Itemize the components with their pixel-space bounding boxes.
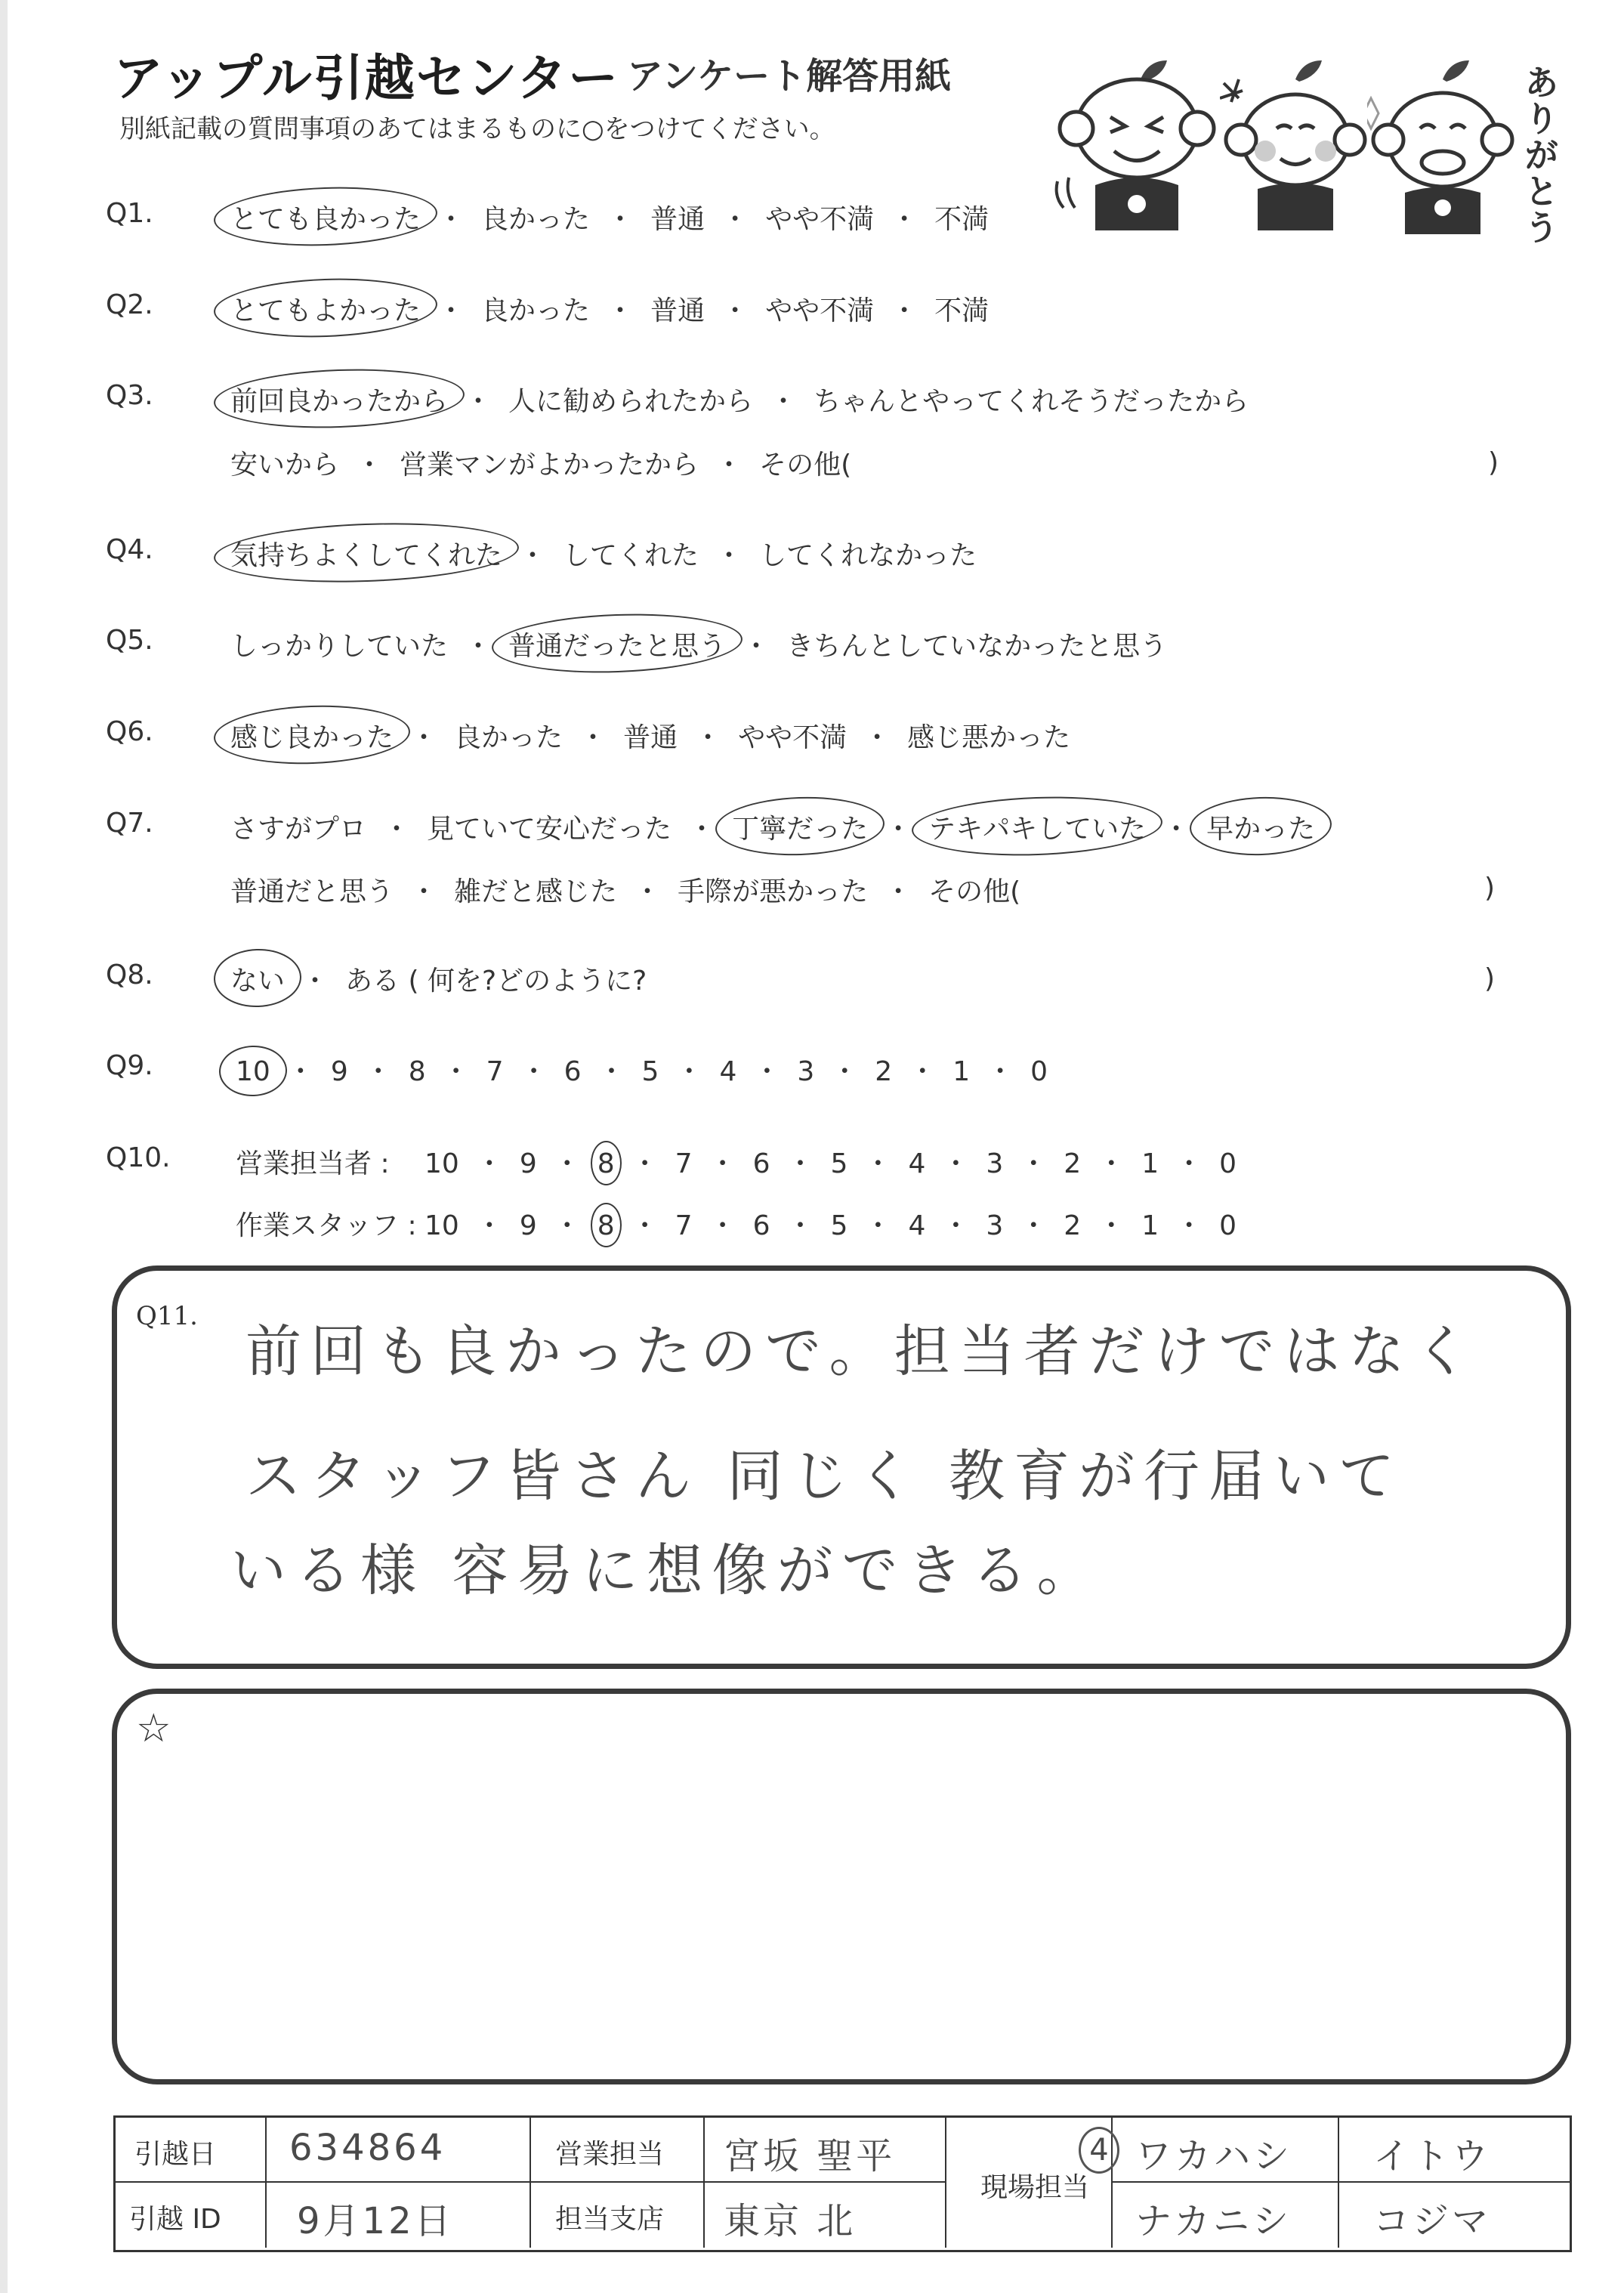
separator: ・ — [786, 1210, 814, 1241]
separator: ・ — [597, 1056, 625, 1087]
separator: ・ — [520, 1056, 548, 1087]
site-label-cell — [946, 2118, 1113, 2248]
move-id-value-cell — [267, 2183, 531, 2248]
separator: ・ — [942, 1148, 970, 1179]
q7-option[interactable]: 丁寧だった — [732, 808, 868, 846]
q1-number: Q1. — [106, 198, 153, 229]
q10-option[interactable]: 8 — [597, 1210, 615, 1241]
instructions: 別紙記載の質問事項のあてはまるものに○をつけてください。 — [119, 114, 835, 144]
separator: ・ — [1175, 1148, 1203, 1179]
separator: ・ — [286, 1056, 314, 1087]
separator: ・ — [1162, 814, 1190, 845]
separator: ・ — [715, 540, 743, 571]
q4-option[interactable]: してくれなかった — [759, 540, 977, 571]
q2-number: Q2. — [106, 289, 153, 320]
q9-option[interactable]: 3 — [797, 1056, 815, 1087]
q7-option[interactable]: 早かった — [1206, 808, 1315, 846]
staff-cell — [1339, 2183, 1570, 2248]
q9-option[interactable]: 2 — [875, 1056, 893, 1087]
separator: ・ — [721, 295, 749, 326]
staff-name: ワカハシ — [1135, 2135, 1293, 2177]
move-date-value: 634864 — [289, 2127, 446, 2169]
q9-option[interactable]: 0 — [1030, 1056, 1048, 1087]
separator: ・ — [770, 386, 798, 417]
move-date-value-cell — [267, 2118, 531, 2183]
q6-option[interactable]: 感じ良かった — [230, 716, 394, 755]
separator: ・ — [891, 204, 919, 235]
q8-number: Q8. — [106, 960, 153, 990]
separator: ・ — [891, 295, 919, 326]
separator: ・ — [475, 1148, 503, 1179]
separator: ・ — [475, 1210, 503, 1241]
q7-option[interactable]: 雑だと感じた — [454, 876, 618, 907]
paren-close: ) — [1488, 447, 1499, 478]
separator: ・ — [465, 631, 492, 662]
q3-option[interactable]: 前回良かったから — [230, 380, 448, 419]
q10-number: Q10. — [106, 1142, 171, 1173]
separator: ・ — [1098, 1148, 1125, 1179]
q4-options — [230, 534, 977, 573]
q10-option[interactable]: 7 — [675, 1148, 693, 1179]
q10-option[interactable]: 6 — [752, 1148, 770, 1179]
q5-number: Q5. — [106, 625, 153, 656]
q5-option[interactable]: 普通だったと思う — [508, 625, 726, 663]
staff-cell — [1113, 2118, 1339, 2183]
separator: ・ — [437, 295, 465, 326]
move-id-label: 引越 ID — [129, 2204, 221, 2235]
separator: ・ — [631, 1210, 659, 1241]
q10-option[interactable]: 3 — [986, 1210, 1004, 1241]
q3-option[interactable]: その他( — [759, 450, 852, 481]
q9-option[interactable]: 6 — [563, 1056, 582, 1087]
separator: ・ — [864, 1148, 892, 1179]
q11-label: Q11. — [136, 1301, 198, 1331]
q10-option[interactable]: 0 — [1219, 1148, 1237, 1179]
sales-value: 宮坂 聖平 — [724, 2135, 896, 2177]
q9-option[interactable]: 9 — [330, 1056, 348, 1087]
separator: ・ — [631, 1148, 659, 1179]
q2-option[interactable]: 不満 — [934, 295, 990, 326]
q9-number: Q9. — [106, 1050, 153, 1081]
site-count: 4 — [1079, 2127, 1119, 2174]
branch-value: 東京 北 — [724, 2200, 857, 2242]
comment-box[interactable] — [112, 1689, 1571, 2084]
site-label: 現場担当 — [980, 2172, 1090, 2203]
q4-number: Q4. — [106, 534, 153, 565]
q10-option[interactable]: 9 — [519, 1148, 537, 1179]
q9-options — [236, 1050, 1048, 1089]
separator: ・ — [675, 1056, 703, 1087]
separator: ・ — [553, 1148, 581, 1179]
q8-option[interactable]: ある ( 何を?どのように? — [345, 966, 647, 997]
q6-option[interactable]: 普通 — [623, 722, 678, 753]
q3-number: Q3. — [106, 380, 153, 411]
sales-value-cell — [705, 2118, 946, 2183]
separator: ・ — [301, 966, 329, 997]
q3-option[interactable]: 人に勧められたから — [508, 386, 754, 417]
separator: ・ — [709, 1210, 736, 1241]
separator: ・ — [694, 722, 722, 753]
separator: ・ — [442, 1056, 470, 1087]
q7-option[interactable]: 普通だと思う — [230, 876, 394, 907]
separator: ・ — [885, 814, 912, 845]
separator: ・ — [753, 1056, 781, 1087]
q4-option[interactable]: 気持ちよくしてくれた — [230, 534, 502, 573]
separator: ・ — [579, 722, 607, 753]
separator: ・ — [519, 540, 547, 571]
separator: ・ — [786, 1148, 814, 1179]
q2-option[interactable]: 良かった — [481, 295, 591, 326]
q10-option[interactable]: 9 — [519, 1210, 537, 1241]
q7-option[interactable]: テキパキしていた — [928, 808, 1146, 846]
separator: ・ — [863, 722, 891, 753]
q10-sales-label: 営業担当者 : — [236, 1148, 390, 1179]
q1-option[interactable]: 良かった — [481, 204, 591, 235]
branch-value-cell — [705, 2183, 946, 2248]
q9-option[interactable]: 8 — [408, 1056, 426, 1087]
q1-option[interactable]: やや不満 — [765, 204, 875, 235]
q5-option[interactable]: しっかりしていた — [230, 631, 449, 662]
separator: ・ — [709, 1148, 736, 1179]
separator: ・ — [885, 876, 912, 907]
q9-option[interactable]: 7 — [486, 1056, 504, 1087]
q8-options — [230, 960, 647, 998]
q10-option[interactable]: 6 — [752, 1210, 770, 1241]
q3-option[interactable]: 安いから — [230, 450, 340, 481]
separator: ・ — [864, 1210, 892, 1241]
q6-option[interactable]: 感じ悪かった — [907, 722, 1071, 753]
paren-close: ) — [1484, 873, 1496, 904]
q10-option[interactable]: 8 — [597, 1148, 615, 1179]
brand-title: アップル引越センター — [113, 49, 620, 107]
mascot-monkey-icon — [1050, 53, 1224, 242]
paren-close: ) — [1484, 963, 1496, 994]
q2-options — [230, 289, 989, 328]
q10-option[interactable]: 0 — [1219, 1210, 1237, 1241]
q10-option[interactable]: 1 — [1141, 1210, 1159, 1241]
q10-option[interactable]: 4 — [908, 1148, 926, 1179]
q3-option[interactable]: ちゃんとやってくれそうだったから — [814, 386, 1249, 417]
separator: ・ — [553, 1210, 581, 1241]
mascot-monkey-icon — [1367, 53, 1518, 242]
q2-option[interactable]: とてもよかった — [230, 289, 421, 328]
q6-option[interactable]: 良かった — [454, 722, 563, 753]
q7-option[interactable]: さすがプロ — [230, 814, 367, 845]
q6-options — [230, 716, 1070, 755]
q10-staff-row — [236, 1204, 1237, 1243]
q3-option[interactable]: 営業マンがよかったから — [400, 450, 699, 481]
q10-option[interactable]: 5 — [830, 1148, 848, 1179]
branch-label: 担当支店 — [555, 2204, 665, 2235]
separator: ・ — [721, 204, 749, 235]
separator: ・ — [383, 814, 411, 845]
q1-option[interactable]: とても良かった — [230, 198, 421, 236]
q10-option[interactable]: 10 — [425, 1210, 459, 1241]
separator: ・ — [437, 204, 465, 235]
q9-option[interactable]: 1 — [952, 1056, 971, 1087]
move-id-value: 9月12日 — [297, 2200, 454, 2242]
move-date-label: 引越日 — [134, 2139, 217, 2170]
staff-name: ナカニシ — [1135, 2200, 1292, 2242]
separator: ・ — [688, 814, 716, 845]
q4-option[interactable]: してくれた — [563, 540, 699, 571]
q9-option[interactable]: 10 — [236, 1056, 270, 1087]
form-subtitle: アンケート解答用紙 — [627, 55, 952, 97]
separator: ・ — [607, 204, 634, 235]
q10-option[interactable]: 10 — [425, 1148, 459, 1179]
move-date-label-cell — [116, 2118, 267, 2183]
separator: ・ — [1020, 1148, 1048, 1179]
separator: ・ — [743, 631, 770, 662]
thanks-text: ありがとう — [1519, 64, 1560, 246]
page-edge — [0, 0, 8, 2293]
separator: ・ — [465, 386, 492, 417]
q6-number: Q6. — [106, 716, 153, 747]
staff-name: コジマ — [1373, 2200, 1492, 2242]
separator: ・ — [715, 450, 743, 481]
info-table — [113, 2115, 1572, 2252]
separator: ・ — [634, 876, 662, 907]
separator: ・ — [364, 1056, 392, 1087]
staff-cell — [1339, 2118, 1570, 2183]
q10-option[interactable]: 4 — [908, 1210, 926, 1241]
separator: ・ — [1020, 1210, 1048, 1241]
q11-answer-line: スタッフ皆さん 同じく 教育が行届いて — [245, 1444, 1404, 1509]
q1-options — [230, 198, 989, 236]
q10-option[interactable]: 5 — [830, 1210, 848, 1241]
q7-option[interactable]: 手際が悪かった — [678, 876, 869, 907]
star-icon: ☆ — [136, 1706, 171, 1751]
q7-options — [230, 808, 1315, 846]
sales-label: 営業担当 — [555, 2139, 665, 2170]
q6-option[interactable]: やや不満 — [738, 722, 848, 753]
separator: ・ — [410, 876, 438, 907]
q7-options-line2 — [230, 870, 1020, 909]
q5-option[interactable]: きちんとしていなかったと思う — [786, 631, 1168, 662]
separator: ・ — [410, 722, 438, 753]
branch-label-cell — [531, 2183, 705, 2248]
staff-cell — [1113, 2183, 1339, 2248]
q10-option[interactable]: 7 — [675, 1210, 693, 1241]
q11-answer-line: 前回も良かったので。担当者だけではなく — [245, 1319, 1479, 1384]
q1-option[interactable]: 不満 — [934, 204, 990, 235]
q10-sales-row — [236, 1142, 1237, 1181]
separator: ・ — [986, 1056, 1014, 1087]
q10-option[interactable]: 2 — [1064, 1148, 1082, 1179]
q10-option[interactable]: 1 — [1141, 1148, 1159, 1179]
q9-option[interactable]: 5 — [641, 1056, 659, 1087]
q5-options — [230, 625, 1167, 663]
q3-options — [230, 380, 1249, 419]
q1-option[interactable]: 普通 — [650, 204, 705, 235]
q7-option[interactable]: その他( — [928, 876, 1021, 907]
separator: ・ — [356, 450, 384, 481]
q11-answer-line: いる様 容易に想像ができる。 — [230, 1538, 1102, 1603]
staff-name: イトウ — [1373, 2135, 1492, 2177]
q10-option[interactable]: 3 — [986, 1148, 1004, 1179]
sales-label-cell — [531, 2118, 705, 2183]
q7-option[interactable]: 見ていて安心だった — [427, 814, 672, 845]
separator: ・ — [942, 1210, 970, 1241]
q9-option[interactable]: 4 — [719, 1056, 737, 1087]
separator: ・ — [831, 1056, 859, 1087]
q2-option[interactable]: やや不満 — [765, 295, 875, 326]
q8-option[interactable]: ない — [230, 960, 285, 998]
q7-number: Q7. — [106, 808, 153, 839]
q3-options-line2 — [230, 443, 851, 482]
mascot-monkey-icon — [1220, 53, 1371, 242]
q2-option[interactable]: 普通 — [650, 295, 705, 326]
q10-option[interactable]: 2 — [1064, 1210, 1082, 1241]
separator: ・ — [607, 295, 634, 326]
separator: ・ — [1098, 1210, 1125, 1241]
move-id-label-cell — [116, 2183, 267, 2248]
separator: ・ — [909, 1056, 937, 1087]
q10-staff-label: 作業スタッフ : — [236, 1210, 417, 1241]
separator: ・ — [1175, 1210, 1203, 1241]
